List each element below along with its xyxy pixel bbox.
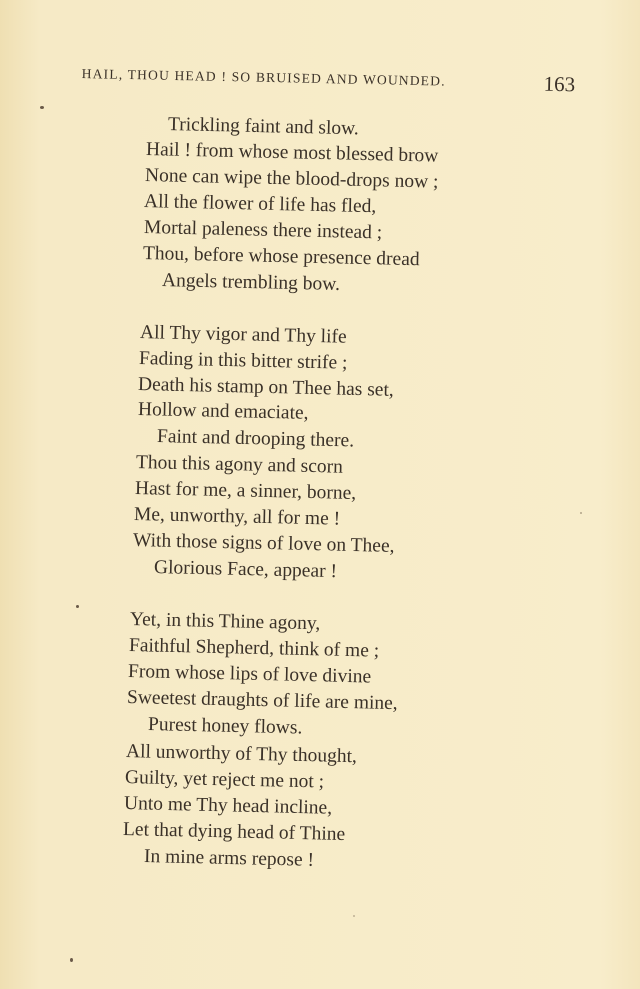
poem-line: Yet, in this Thine agony, — [129, 609, 321, 635]
paper-speck — [70, 958, 73, 962]
poem-line: Thou this agony and scorn — [135, 452, 344, 478]
poem-line: Fading in this bitter strife ; — [138, 348, 348, 374]
paper-speck — [76, 605, 79, 608]
paper-speck — [40, 106, 44, 109]
running-title: HAIL, THOU HEAD ! SO BRUISED AND WOUNDED. — [81, 65, 446, 89]
poem-line: Trickling faint and slow. — [167, 114, 360, 140]
poem-line: In mine arms repose ! — [143, 846, 315, 871]
poem-line: Hollow and emaciate, — [137, 399, 309, 424]
poem-line: Thou, before whose presence dread — [142, 243, 420, 271]
poem-line: Guilty, yet reject me not ; — [124, 767, 325, 793]
poem-line: All Thy vigor and Thy life — [139, 322, 347, 348]
page-number: 163 — [543, 71, 576, 97]
poem-line: Hast for me, a sinner, borne, — [134, 478, 357, 505]
poem-line: None can wipe the blood-drops now ; — [144, 165, 439, 193]
poem-line: All the flower of life has fled, — [143, 191, 377, 218]
poem-line: Let that dying head of Thine — [122, 819, 346, 846]
poem-line: From whose lips of love divine — [127, 661, 372, 688]
poem-line: Unto me Thy head incline, — [123, 793, 333, 819]
paper-speck — [580, 512, 582, 514]
poem-line: Faint and drooping there. — [156, 426, 355, 452]
poem-line: Glorious Face, appear ! — [153, 557, 338, 583]
poem-line: Mortal paleness there instead ; — [143, 217, 383, 244]
poem-line: Faithful Shepherd, think of me ; — [128, 635, 380, 662]
poem-line: Angels trembling bow. — [161, 270, 341, 296]
poem-line: Me, unworthy, all for me ! — [133, 504, 341, 530]
poem-line: All unworthy of Thy thought, — [125, 741, 358, 768]
poem-line: Sweetest draughts of life are mine, — [126, 687, 398, 715]
poem-line: Hail ! from whose most blessed brow — [145, 139, 439, 167]
poem-line: Purest honey flows. — [147, 714, 303, 739]
poem-line: With those signs of love on Thee, — [132, 530, 395, 557]
paper-speck — [353, 915, 355, 917]
poem-line: Death his stamp on Thee has set, — [137, 374, 394, 401]
running-head — [81, 62, 592, 103]
